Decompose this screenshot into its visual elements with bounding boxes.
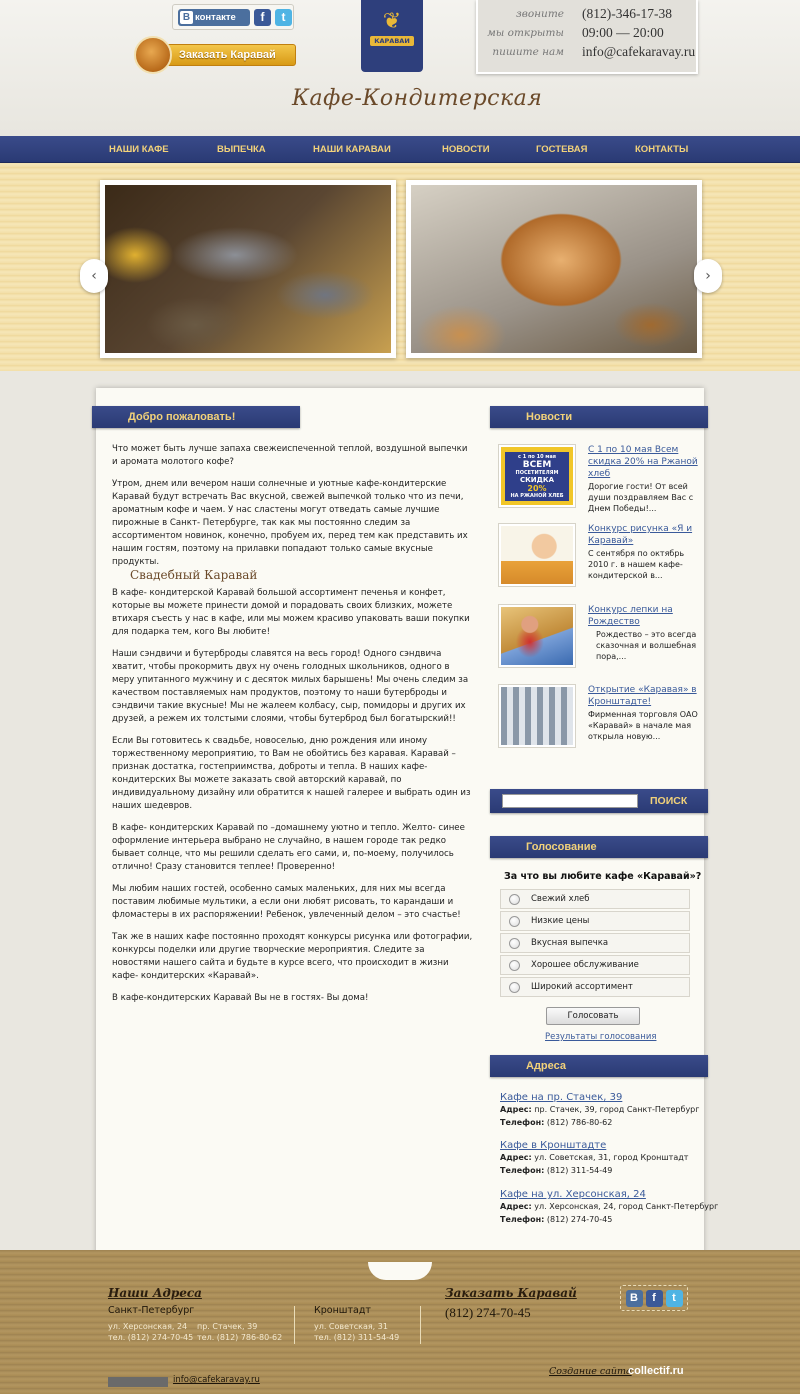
- poll-results-link[interactable]: Результаты голосования: [545, 1032, 657, 1042]
- phone-value: (812) 786-80-62: [546, 1118, 613, 1127]
- address-name-link[interactable]: Кафе на пр. Стачек, 39: [500, 1092, 623, 1103]
- facebook-icon[interactable]: f: [254, 9, 271, 26]
- nav-item-karavai[interactable]: НАШИ КАРАВАИ: [313, 144, 391, 155]
- poll-option[interactable]: [500, 955, 690, 975]
- address-line: [500, 1104, 700, 1116]
- pastries-photo: [105, 185, 391, 353]
- nav-item-cafes[interactable]: НАШИ КАФЕ: [109, 144, 169, 155]
- poll-option-label: Свежий хлеб: [531, 894, 590, 904]
- footer-brand[interactable]: collectif.ru: [628, 1365, 684, 1377]
- footer-divider: [420, 1306, 421, 1344]
- news-thumbnail[interactable]: [498, 684, 576, 748]
- contacts-panel: [476, 0, 698, 74]
- welcome-body: [112, 587, 474, 1014]
- paragraph: В кафе- кондитерских Каравай по –домашнему уютно и тепло. Желто- синее оформление интерьера выбрано не случайно, в нашем городе так редко бывает солнце, что мы решили сделать его сами, и, по-моему, получилось отлично! Сразу становится теплее! Проверенно!: [112, 823, 465, 872]
- address-block: [500, 1189, 719, 1226]
- bread-photo: [411, 185, 697, 353]
- order-karavai-button[interactable]: [134, 36, 296, 74]
- news-item: [498, 523, 698, 589]
- news-excerpt: Фирменная торговля ОАО «Каравай» в начале мая открыла новую...: [588, 710, 698, 741]
- poll-option[interactable]: [500, 977, 690, 997]
- poll-option[interactable]: [500, 911, 690, 931]
- address-label: Адрес:: [500, 1202, 532, 1211]
- image-slider: [0, 163, 800, 371]
- wheat-icon: ❦: [382, 9, 402, 34]
- vote-button[interactable]: Голосовать: [546, 1007, 640, 1025]
- news-excerpt: Дорогие гости! От всей души поздравляем Вас с Днем Победы!...: [588, 482, 694, 513]
- radio-button[interactable]: [509, 894, 520, 905]
- footer-address: пр. Стачек, 39: [197, 1322, 258, 1331]
- logo[interactable]: [361, 0, 423, 72]
- footer-phone: тел. (812) 311-54-49: [314, 1333, 400, 1342]
- news-item: [498, 684, 698, 750]
- phone-label: Телефон:: [500, 1215, 545, 1224]
- footer-order-title[interactable]: Заказать Каравай: [445, 1286, 577, 1300]
- wedding-karavai-title: Свадебный Каравай: [130, 568, 258, 582]
- contact-row-email: [486, 44, 696, 62]
- paragraph: В кафе- кондитерской Каравай большой ассортимент печенья и конфет, которые вы можете принести домой и порадовать своих близких, можете втихаря съесть у нас в кафе, или мы можем красиво упаковать ваши покупки для подарка тем, кого Вы любите!: [112, 588, 470, 637]
- vk-icon: В: [180, 11, 193, 24]
- poll-heading: Голосование: [490, 836, 708, 858]
- nav-item-contacts[interactable]: КОНТАКТЫ: [635, 144, 689, 155]
- vk-label: контакте: [195, 11, 236, 23]
- poll-option-label: Хорошее обслуживание: [531, 960, 639, 970]
- discount-poster: [501, 447, 573, 505]
- contact-row-hours: [486, 25, 692, 43]
- news-title-link[interactable]: Конкурс лепки на Рождество: [588, 605, 673, 627]
- news-item: [498, 604, 698, 670]
- contact-label: мы открыты: [487, 27, 564, 39]
- address-name-link[interactable]: Кафе на ул. Херсонская, 24: [500, 1189, 646, 1200]
- paragraph: Что может быть лучше запаха свежеиспеченной теплой, воздушной выпечки и аромата молотого кофе?: [112, 444, 468, 467]
- paragraph: Наши сэндвичи и бутерброды славятся на весь город! Одного сэндвича хватит, чтобы прокормить двух ну очень голодных школьников, одного в меру упитанного мужчину и с десяток милых барышень! Мы очень следим за качеством поставляемых нам продуктов, поэтому то наши бутерброды и сэндвичи такие вкусные! Мы не жалеем колбасу, сыр, помидоры и других их друзей, а режем их толстыми слоями, чтобы бутерброд был богатырский!!: [112, 649, 469, 724]
- twitter-icon[interactable]: t: [666, 1290, 683, 1307]
- poster-text: с 1 по 10 мая ВСЕМ ПОСЕТИТЕЛЯМ СКИДКА 20% НА РЖАНОЙ ХЛЕБ: [505, 452, 569, 501]
- logo-name: КАРАВАИ: [370, 36, 414, 46]
- order-karavai-label: Заказать Каравай: [158, 44, 296, 66]
- phone-value: (812) 274-70-45: [546, 1215, 613, 1224]
- radio-button[interactable]: [509, 938, 520, 949]
- phone-label: Телефон:: [500, 1118, 545, 1127]
- footer-city-kronstadt: Кронштадт: [314, 1305, 371, 1316]
- paragraph: Если Вы готовитесь к свадьбе, новоселью, дню рождения или иному торжественному мероприятию, то Вам не обойтись без каравая. Каравай – признак достатка, гостеприимства, доброты и тепла. В наших кафе- кондитерских Вы можете заказать свой авторский каравай, по индивидуальному дизайну или обратится к нашей галерее и выбрать один из наших шедевров.: [112, 736, 471, 811]
- news-thumbnail[interactable]: [498, 523, 576, 587]
- poll-question: За что вы любите кафе «Каравай»?: [504, 871, 702, 882]
- drawing-picture: [501, 526, 573, 584]
- footer-city-spb: Санкт-Петербург: [108, 1305, 195, 1316]
- news-excerpt: С сентября по октябрь 2010 г. в нашем кафе-кондитерской в...: [588, 549, 685, 580]
- footer-order-phone: (812) 274-70-45: [445, 1305, 531, 1320]
- paragraph: Так же в наших кафе постоянно проходят конкурсы рисунка или фотографии, конкурсы поделки или другие творческие мероприятия. Следите за новостями нашего сайта и будьте в курсе всего, что происходит в жизни кафе- кондитерских «Каравай».: [112, 932, 473, 981]
- contact-value: 09:00 — 20:00: [582, 25, 664, 40]
- news-item: [498, 444, 698, 513]
- nav-item-bakery[interactable]: ВЫПЕЧКА: [217, 144, 266, 155]
- slider-prev-icon[interactable]: ‹: [80, 259, 108, 293]
- paragraph: Утром, днем или вечером наши солнечные и уютные кафе-кондитерские Каравай будут встречать Вас вкусной, свежей выпечкой только что из печи, ароматным кофе и чаем. У нас сластены могут отведать самые лучшие пирожные в Санкт- Петербурге, так как мы постоянно следим за ассортиментом новинок, конечно, пробуем их, перед тем как представить их нашим гостям, поэтому на прилавки попадают только самые вкусные продукты.: [112, 479, 468, 567]
- address-block: [500, 1140, 700, 1177]
- poll-option[interactable]: [500, 933, 690, 953]
- radio-button[interactable]: [509, 982, 520, 993]
- address-value: ул. Советская, 31, город Кронштадт: [534, 1153, 689, 1162]
- poll-option-label: Низкие цены: [531, 916, 590, 926]
- news-excerpt: Рождество – это всегда сказочная и волшебная пора,...: [596, 630, 697, 661]
- address-line: [500, 1152, 700, 1164]
- phone-line: [500, 1214, 700, 1226]
- nav-item-news[interactable]: НОВОСТИ: [442, 144, 490, 155]
- main-nav: [0, 136, 800, 163]
- vkontakte-button[interactable]: [178, 9, 250, 26]
- footer-social-links: [620, 1285, 688, 1311]
- contact-email-link[interactable]: info@cafekaravay.ru: [582, 44, 696, 59]
- slide-pastries[interactable]: [100, 180, 396, 358]
- news-thumbnail[interactable]: [498, 444, 576, 508]
- twitter-icon[interactable]: t: [275, 9, 292, 26]
- address-label: Адрес:: [500, 1105, 532, 1114]
- site-title: Кафе-Кондитерская: [292, 86, 543, 111]
- contact-label: звоните: [515, 8, 564, 20]
- footer-addresses-title[interactable]: Наши Адреса: [108, 1286, 202, 1300]
- storefront-photo: [501, 687, 573, 745]
- footer-address: ул. Херсонская, 24: [108, 1322, 188, 1331]
- header: [0, 0, 800, 136]
- address-value: ул. Херсонская, 24, город Санкт-Петербург: [534, 1202, 719, 1211]
- welcome-heading: Добро пожаловать!: [92, 406, 300, 428]
- phone-line: [500, 1117, 700, 1129]
- contact-value: (812)-346-17-38: [582, 6, 672, 21]
- child-photo: [501, 607, 573, 665]
- addresses-heading: Адреса: [490, 1055, 708, 1077]
- radio-button[interactable]: [509, 916, 520, 927]
- contact-label: пишите нам: [492, 46, 564, 58]
- karavai-loaf-icon: [134, 36, 172, 74]
- address-block: [500, 1092, 700, 1129]
- poll-option-label: Вкусная выпечка: [531, 938, 609, 948]
- phone-value: (812) 311-54-49: [546, 1166, 613, 1175]
- footer-email-link[interactable]: info@cafekaravay.ru: [173, 1375, 260, 1385]
- slider-next-icon[interactable]: ›: [694, 259, 722, 293]
- footer-phone: тел. (812) 786-80-62: [197, 1333, 283, 1342]
- contact-row-phone: [486, 6, 692, 24]
- address-label: Адрес:: [500, 1153, 532, 1162]
- address-line: [500, 1201, 719, 1213]
- paragraph: Мы любим наших гостей, особенно самых маленьких, для них мы всегда поставим любимые мультики, а если они любят рисовать, то карандаши и фломастеры в их распоряжении! Ребенок, увлеченный делом – это счастье!: [112, 884, 461, 920]
- search-bar: [490, 789, 708, 813]
- nav-item-guestbook[interactable]: ГОСТЕВАЯ: [536, 144, 588, 155]
- content-panel: [96, 388, 719, 1268]
- footer-phone: тел. (812) 274-70-45: [108, 1333, 194, 1342]
- news-title-link[interactable]: С 1 по 10 мая Всем скидка 20% на Ржаной хлеб: [588, 445, 698, 479]
- footer-address: ул. Советская, 31: [314, 1322, 388, 1331]
- footer-divider: [294, 1306, 295, 1344]
- footer-mail-bar: [108, 1377, 168, 1387]
- news-thumbnail[interactable]: [498, 604, 576, 668]
- slide-bread[interactable]: [406, 180, 702, 358]
- address-name-link[interactable]: Кафе в Кронштадте: [500, 1140, 607, 1151]
- welcome-intro: [112, 443, 474, 578]
- footer-credit-link[interactable]: Создание сайта: [549, 1366, 632, 1377]
- poll-option-label: Широкий ассортимент: [531, 982, 633, 992]
- news-title-link[interactable]: Открытие «Каравая» в Кронштадте!: [588, 685, 697, 707]
- phone-line: [500, 1165, 700, 1177]
- news-heading: Новости: [490, 406, 708, 428]
- news-title-link[interactable]: Конкурс рисунка «Я и Каравай»: [588, 524, 693, 546]
- facebook-icon[interactable]: f: [646, 1290, 663, 1307]
- search-button[interactable]: ПОИСК: [650, 795, 688, 807]
- phone-label: Телефон:: [500, 1166, 545, 1175]
- footer-notch: [368, 1262, 432, 1280]
- poll-option[interactable]: [500, 889, 690, 909]
- search-input[interactable]: [502, 794, 638, 808]
- paragraph: В кафе-кондитерских Каравай Вы не в гостях- Вы дома!: [112, 993, 369, 1003]
- address-value: пр. Стачек, 39, город Санкт-Петербург: [534, 1105, 700, 1114]
- vk-icon[interactable]: B: [626, 1290, 643, 1307]
- radio-button[interactable]: [509, 960, 520, 971]
- social-links: [172, 4, 294, 30]
